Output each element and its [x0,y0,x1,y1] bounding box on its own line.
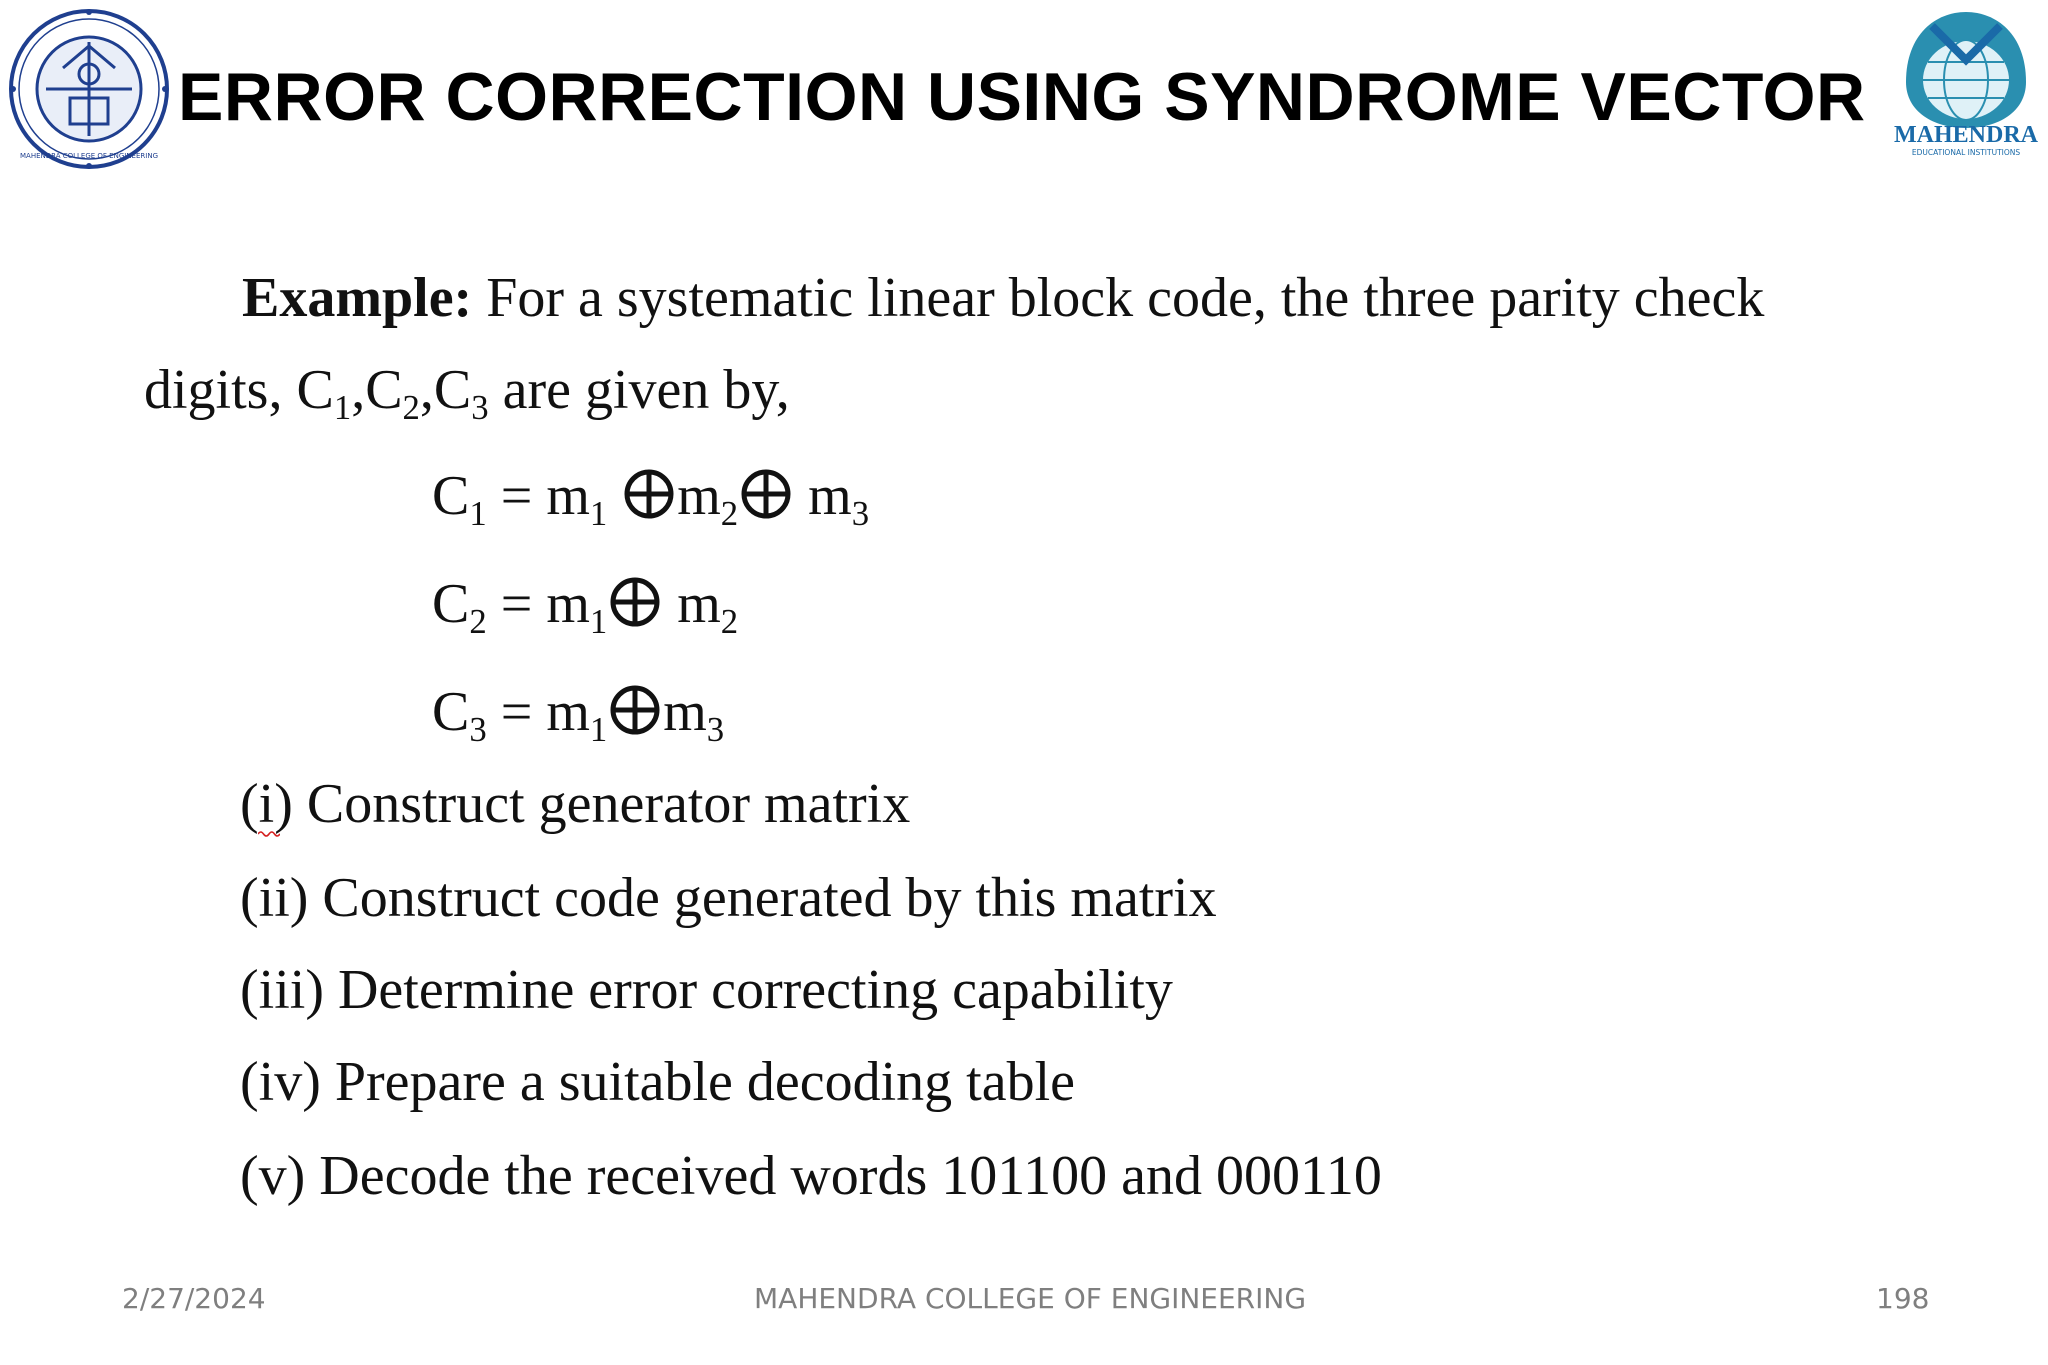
example-line-2 [144,358,790,428]
slide-title: ERROR CORRECTION USING SYNDROME VECTOR [178,59,1866,135]
footer-institution: MAHENDRA COLLEGE OF ENGINEERING [754,1282,1307,1315]
question-ii: (ii) Construct code generated by this matrix [240,867,1217,929]
spellcheck-squiggle [258,830,280,838]
logo-wordmark: MAHENDRA [1894,122,2038,148]
question-i: (i) Construct generator matrix [240,773,911,835]
mahendra-institution-logo [1892,4,2040,166]
footer-date: 2/27/2024 [122,1282,266,1315]
seal-caption: MAHENDRA COLLEGE OF ENGINEERING [19,152,159,160]
xor-icon [609,684,661,736]
college-seal-logo [8,8,170,170]
question-v: (v) Decode the received words 101100 and 000110 [240,1145,1382,1207]
logo-subtext: EDUCATIONAL INSTITUTIONS [1911,148,2021,157]
equation-c2: $C_2 = m_1$ $m_2$ [432,573,739,642]
equation-c1: $C_1 = m_1$ $m_2$ $m_3$ [432,465,870,534]
xor-icon [740,468,792,520]
xor-icon [623,468,675,520]
given-by-text: are given by, [502,359,790,421]
example-line-1 [242,266,1764,330]
xor-icon [609,576,661,628]
example-label: Example: [242,267,473,329]
footer-page-number: 198 [1876,1282,1930,1315]
equation-c3: $C_3 = m_1$ $m_3$ [432,681,725,750]
digits-list: $C_1,C_2,C_3$ [296,359,489,428]
question-iii: (iii) Determine error correcting capability [240,959,1173,1021]
digits-word: digits, [144,359,283,421]
example-text: For a systematic linear block code, the three parity check [486,267,1765,329]
question-iv: (iv) Prepare a suitable decoding table [240,1051,1075,1113]
